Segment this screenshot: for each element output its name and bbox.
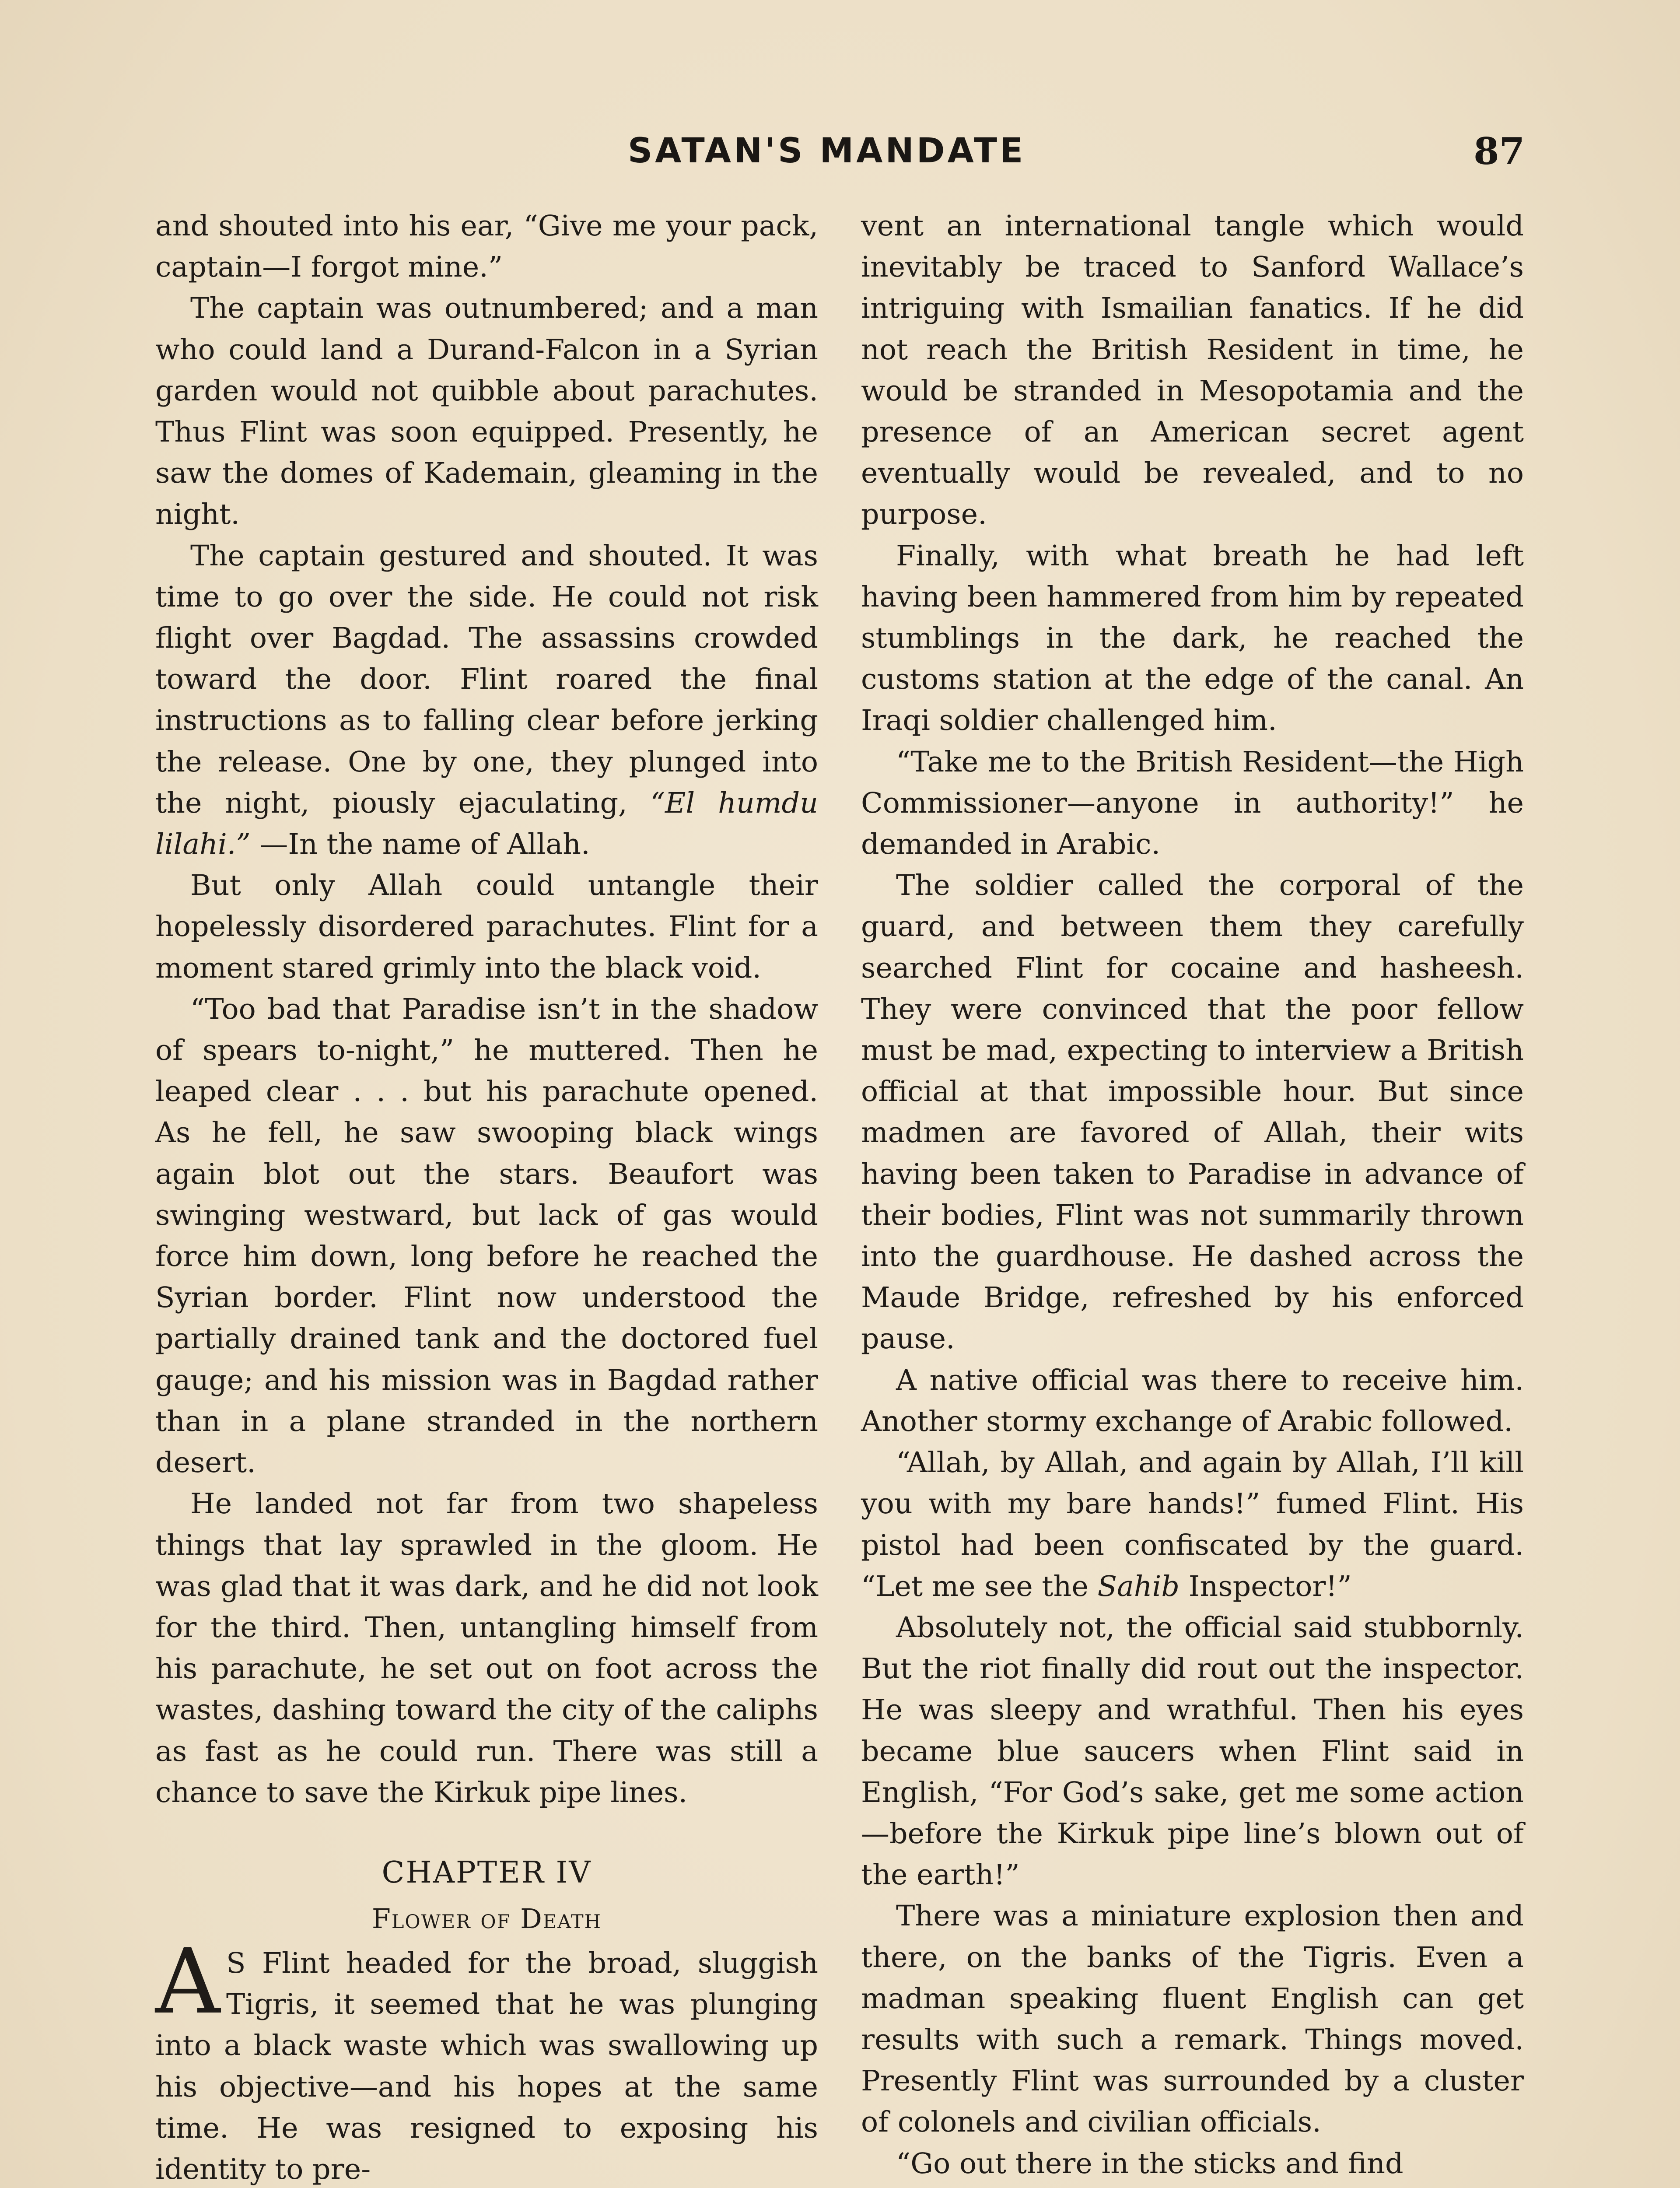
translation-text: —In the name of Allah. — [259, 828, 590, 861]
paragraph-text: The captain gestured and shouted. It was time to go over the side. He could not risk flight over Bagdad. The assassins crowded toward the door. Flint roared the final instructions as to falling clear before jerking the release. One by one, they plunged into the night, piously ejaculating, — [155, 539, 818, 820]
drop-cap: A — [155, 1929, 220, 2034]
paragraph: vent an international tangle which would inevitably be traced to Sanford Wallace’s intriguing with Ismailian fanatics. If he did not reach the British Resident in time, he would be stranded in Mesopotamia and the presence of an American secret agent eventually would be revealed, and to no purpose. — [861, 210, 1524, 531]
paragraph-text: S Flint headed for the broad, sluggish Tigris, it seemed that he was plunging into a black waste which was swallowing up his objective—and his hopes at the same time. He was resigned to exposing his identity to pre- — [155, 1946, 818, 2186]
paragraph: Absolutely not, the official said stubbornly. But the riot finally did rout out the inspector. He was sleepy and wrathful. Then his eyes became blue saucers when Flint said in English, “For God’s sake, get me some action—before the Kirkuk pipe line’s blown out of the earth!” — [861, 1611, 1524, 1892]
page-number: 87 — [1474, 130, 1525, 173]
paragraph — [861, 1442, 1524, 1607]
paragraph: He landed not far from two shapeless things that lay sprawled in the gloom. He was glad that it was dark, and he did not look for the third. Then, untangling himself from his parachute, he set out on foot across the wastes, dashing toward the city of the caliphs as fast as he could run. There was still a chance to save the Kirkuk pipe lines. — [155, 1487, 818, 1809]
chapter-title: CHAPTER IV — [382, 1855, 592, 1890]
paragraph: “Go out there in the sticks and find — [896, 2147, 1404, 2180]
left-column — [155, 206, 818, 2188]
running-title: SATAN'S MANDATE — [628, 131, 1026, 171]
italic-word: Sahib — [1097, 1570, 1180, 1603]
paragraph: “Take me to the British Resident—the High Commissioner—anyone in authority!” he demanded in Arabic. — [861, 745, 1524, 861]
chapter-subtitle: Flower of Death — [371, 1902, 602, 1935]
right-column — [861, 206, 1524, 2184]
paragraph: The soldier called the corporal of the guard, and between them they carefully searched Flint for cocaine and hasheesh. They were convinced that the poor fellow must be mad, expecting to interview a British official at that impossible hour. But since madmen are favored of Allah, their wits having been taken to Paradise in advance of their bodies, Flint was not summarily thrown into the guardhouse. He dashed across the Maude Bridge, refreshed by his enforced pause. — [861, 869, 1524, 1356]
paragraph: and shouted into his ear, “Give me your pack, captain—I forgot mine.” — [155, 210, 818, 284]
paragraph — [155, 536, 818, 866]
page-header — [155, 131, 1525, 175]
paragraph: Finally, with what breath he had left having been hammered from him by repeated stumblings in the dark, he reached the customs station at the edge of the canal. An Iraqi soldier challenged him. — [861, 539, 1524, 737]
chapter-opening-paragraph — [155, 1929, 818, 2188]
paragraph: But only Allah could untangle their hopelessly disordered parachutes. Flint for a moment stared grimly into the black void. — [155, 869, 818, 985]
paragraph: A native official was there to receive him. Another stormy exchange of Arabic followed. — [861, 1364, 1524, 1438]
paragraph-text: “Allah, by Allah, and again by Allah, I’ll kill you with my bare hands!” fumed Flint. His pistol had been confiscated by the guard. “Let me see the — [861, 1446, 1524, 1603]
paragraph: There was a miniature explosion then and there, on the banks of the Tigris. Even a madman speaking fluent English can get results with such a remark. Things moved. Presently Flint was surrounded by a cluster of colonels and civilian officials. — [861, 1900, 1524, 2139]
paragraph-text: Inspector!” — [1188, 1570, 1352, 1603]
paragraph: “Too bad that Paradise isn’t in the shadow of spears to-night,” he muttered. Then he leaped clear . . . but his parachute opened. As he fell, he saw swooping black wings again blot out the stars. Beaufort was swinging westward, but lack of gas would force him down, long before he reached the Syrian border. Flint now understood the partially drained tank and the doctored fuel gauge; and his mission was in Bagdad rather than in a plane stranded in the northern desert. — [155, 992, 818, 1480]
italic-phrase: “El humdu lilahi.” — [155, 786, 818, 861]
paragraph: The captain was outnumbered; and a man who could land a Durand-Falcon in a Syrian garden would not quibble about parachutes. Thus Flint was soon equipped. Presently, he saw the domes of Kademain, gleaming in the night. — [155, 292, 818, 531]
